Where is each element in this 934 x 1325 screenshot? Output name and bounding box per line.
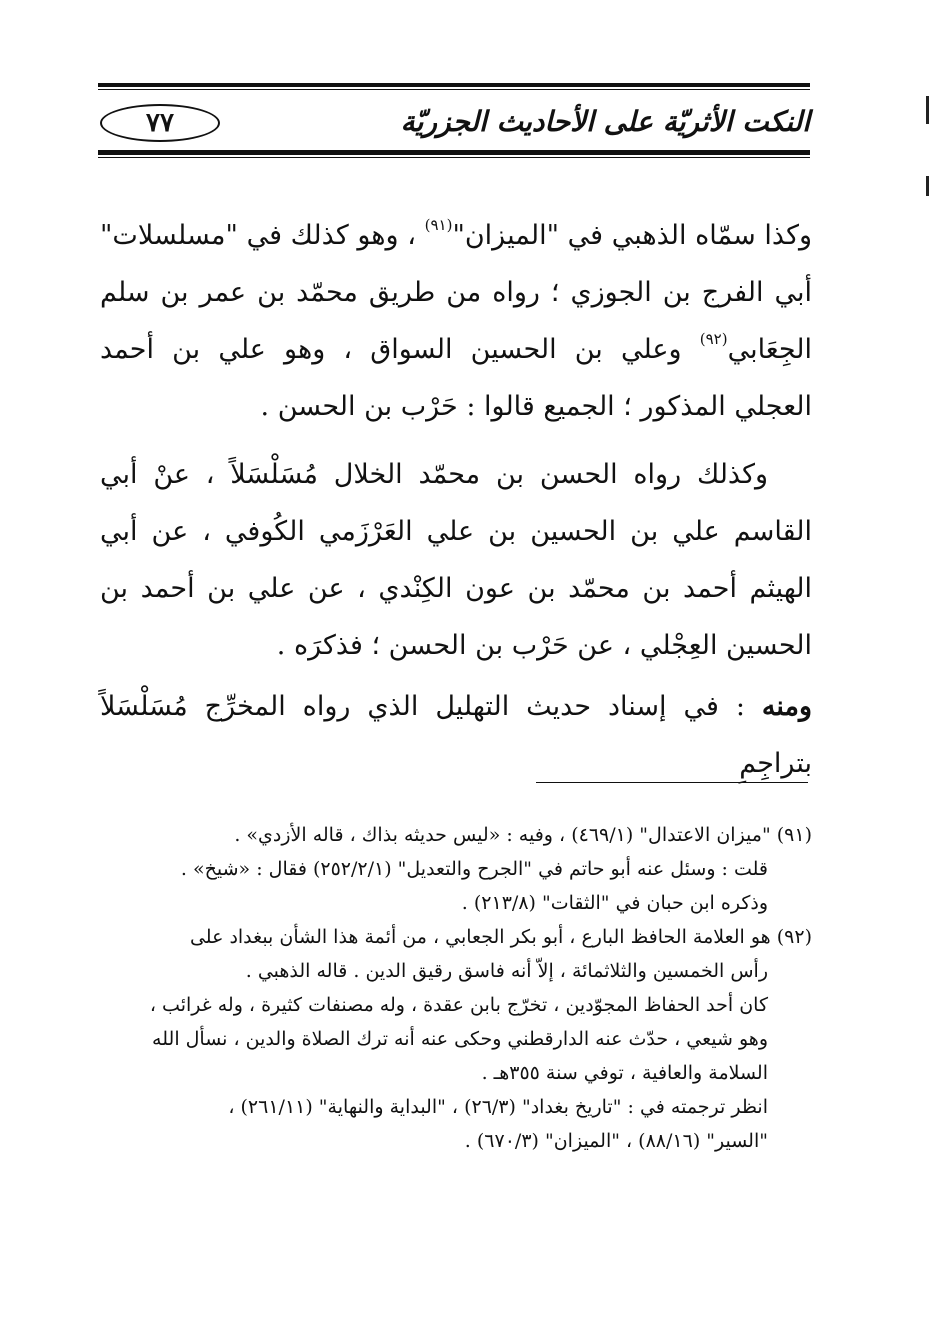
paragraph-1-part-a: وكذا سمّاه الذهبي في "الميزان" bbox=[452, 220, 812, 251]
paragraph-3 bbox=[100, 678, 812, 792]
header-rule-top-thin bbox=[98, 89, 810, 90]
paragraph-1 bbox=[100, 207, 812, 435]
footnote-line: رأس الخمسين والثلاثمائة ، إلاّ أنه فاسق رقيق الدين . قاله الذهبي . bbox=[245, 960, 768, 982]
footnote-line: وذكره ابن حبان في "الثقات" (٢١٣/٨) . bbox=[461, 892, 768, 914]
paragraph-1-part-b: ، وهو كذلك في "مسلسلات" أبي الفرج بن الجوزي ؛ رواه من طريق محمّد بن عمر بن سلم الجِعَابي bbox=[100, 220, 812, 365]
footnotes bbox=[100, 818, 812, 1158]
header-rule-top bbox=[98, 83, 810, 87]
paragraph-3-text: : في إسناد حديث التهليل الذي رواه المخرِّج مُسَلْسَلاً بتراجِمِ bbox=[100, 691, 812, 779]
footnote-line: انظر ترجمته في : "تاريخ بغداد" (٢٦/٣) ، "البداية والنهاية" (٢٦١/١١) ، bbox=[228, 1096, 768, 1118]
footnote-92 bbox=[100, 920, 812, 1158]
footnote-ref-91[interactable]: (٩١) bbox=[424, 216, 453, 234]
header-rule-bottom-thin bbox=[98, 157, 810, 158]
paragraph-3-lead: ومنه bbox=[761, 691, 812, 722]
paragraph-1-part-c: وعلي بن الحسين السواق ، وهو علي بن أحمد العجلي المذكور ؛ الجميع قالوا : حَرْب بن الحسن . bbox=[100, 334, 812, 422]
page-number: ٧٧ bbox=[100, 104, 220, 142]
footnote-line: وهو شيعي ، حدّث عنه الدارقطني وحكى عنه أنه ترك الصلاة والدين ، نسأل الله bbox=[152, 1028, 768, 1050]
footnote-ref-92[interactable]: (٩٢) bbox=[699, 330, 728, 348]
footnote-line: قلت : وسئل عنه أبو حاتم في "الجرح والتعديل" (٢٥٢/٢/١) فقال : «شيخ» . bbox=[180, 858, 768, 880]
header-rule-bottom bbox=[98, 150, 810, 155]
edge-mark bbox=[926, 96, 929, 124]
footnote-91 bbox=[100, 818, 812, 920]
footnote-line: كان أحد الحفاظ المجوّدين ، تخرّج بابن عقدة ، وله مصنفات كثيرة ، وله غرائب ، bbox=[149, 994, 768, 1016]
paragraph-2: وكذلك رواه الحسن بن محمّد الخلال مُسَلْسَلاً ، عنْ أبي القاسم علي بن الحسين بن علي العَرْزَمي الكُوفي ، عن أبي الهيثم أحمد بن محمّد بن عون الكِنْدي ، عن علي بن أحمد بن الحسين العِجْلي ، عن حَرْب بن الحسن ؛ فذكرَه . bbox=[100, 459, 812, 661]
footnote-line: (٩١) "ميزان الاعتدال" (٤٦٩/١) ، وفيه : «ليس حديثه بذاك ، قاله الأزدي» . bbox=[234, 824, 812, 846]
footnote-line: السلامة والعافية ، توفي سنة ٣٥٥هـ . bbox=[481, 1062, 768, 1084]
footnote-line: (٩٢) هو العلامة الحافظ البارع ، أبو بكر الجعابي ، من أئمة هذا الشأن ببغداد على bbox=[189, 926, 812, 948]
footnote-line: "السير" (٨٨/١٦) ، "الميزان" (٦٧٠/٣) . bbox=[464, 1130, 768, 1152]
footnote-separator bbox=[536, 782, 808, 783]
running-title: النكت الأثريّة على الأحاديث الجزريّة bbox=[400, 105, 810, 138]
edge-mark bbox=[926, 176, 929, 196]
